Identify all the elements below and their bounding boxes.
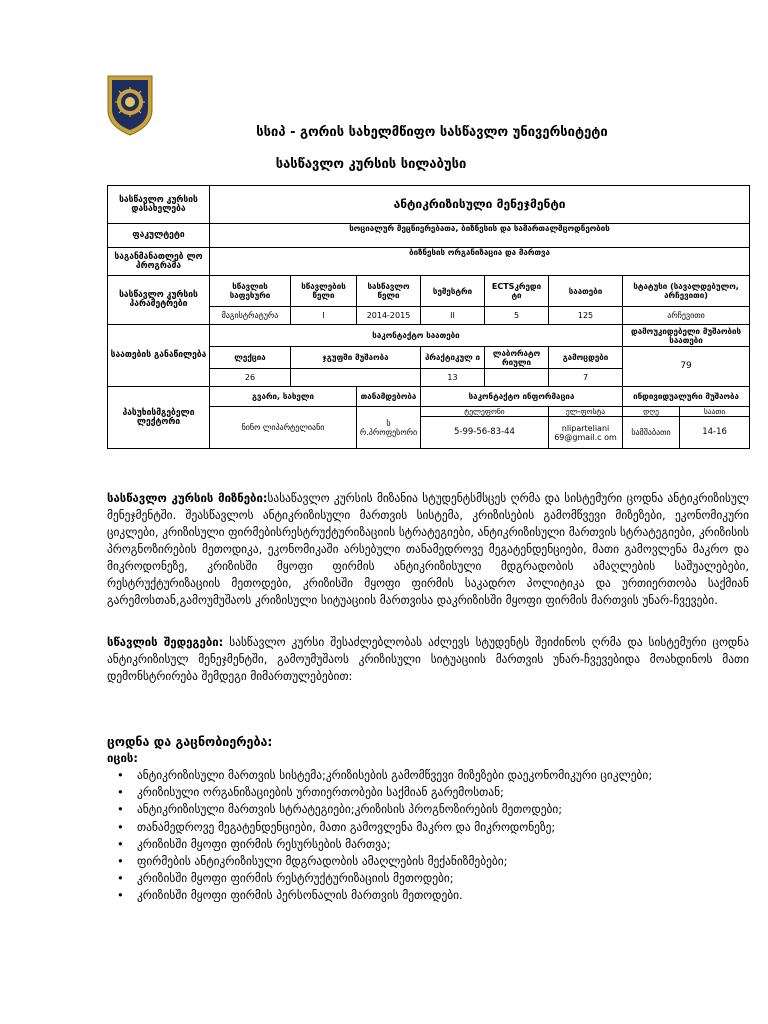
list-item: • კრიზისული ორგანიზაციების ურთიერთობები საქმიან გარემოსთან;: [107, 784, 749, 801]
independent-hours-label: დამოუკიდებელი მუშაობის საათები: [623, 325, 750, 347]
list-item: • კრიზისში მყოფი ფირმის რესტრუქტურიზაციის მეთოდები;: [107, 870, 749, 887]
course-goals: [107, 490, 749, 609]
hours-value: 13: [421, 369, 485, 387]
hours-header: ლექცია: [210, 347, 291, 369]
learning-outcomes-text: სასწავლო კურსი შესაძლებლობას აძლევს სტუდენტს შეიძინოს ღრმა და სისტემური ცოდნა ანტიკრიზისულ მენეჯმენტში, გამოუმუშაოს კრიზისული სიტუაციის მართვის უნარ-ჩვევებიდა მოახდინოს მათი დემონსტრირება შემდეგი მიმართულებებით:: [107, 635, 749, 683]
bullet-icon: •: [117, 871, 124, 886]
hours-header: ჯგუფში მუშაობა: [291, 347, 421, 369]
knowledge-heading: ცოდნა და გაცნობიერება:: [107, 734, 273, 749]
lecturer-header-name: გვარი, სახელი: [210, 387, 357, 407]
contact-sub-time: საათი: [680, 407, 750, 417]
contact-hours-label: საკონტაქტო საათები: [210, 325, 623, 347]
bullet-icon: •: [117, 854, 124, 869]
param-header: სტატუსი (სავალდებულო, არჩევითი): [623, 276, 750, 307]
lecturer-header-contact: საკონტაქტო ინფორმაცია: [421, 387, 623, 407]
list-item: • ანტიკრიზისული მართვის სტრატეგიები;კრიზისის პროგნოზირების მეთოდები;: [107, 801, 749, 818]
hours-value: 7: [549, 369, 623, 387]
contact-sub-day: დღე: [623, 407, 680, 417]
independent-hours-value: 79: [623, 347, 750, 387]
hours-value: 26: [210, 369, 291, 387]
hours-header: პრაქტიკულ ი: [421, 347, 485, 369]
bullet-icon: •: [117, 785, 124, 800]
hours-value: [291, 369, 421, 387]
bullet-icon: •: [117, 888, 124, 903]
list-item: • ფირმების ანტიკრიზისული მდგრადობის ამაღლების მექანიზმებები;: [107, 853, 749, 870]
faculty-value: სოციალურ მეცნიერებათა, ბიზნესის და სამართალმცოდნეობის: [210, 224, 750, 248]
param-header: სწავლის საფეხური: [210, 276, 291, 307]
lecturer-header-position: თანამდებობა: [357, 387, 421, 407]
params-label: სასწავლო კურსის პარამეტრები: [108, 276, 210, 325]
param-value: მაგისტრატურა: [210, 307, 291, 325]
course-goals-text: სასაწავლო კურსის მიზანია სტუდენტსმსცეს ღრმა და სისტემური ცოდნა ანტიკრიზისულ მენეჯმენტში. შეასწავლოს ანტიკრიზისული მართვის სისტემა, კრიზისების გამომწვევი მიზეზები, ეკონომიკური ციკლები, კრიზისული ფირმებისრესტრუქტურიზაციის სტრატეგიები, ანტიკრიზისული მართვის სტრატეგიები, კრიზისის პროგნოზირების მეთოდიკა, ეკონომიკაში არსებული თანამედროვე მეგატენდენციები, მათი გამოვლენა მაკრო და მიკროდონეზე, კრიზისში მყოფი ფირმის ანტიკრიზისული მდგრადობის ამაღლების საშუალებები, რესტრუქტურიზაციის მეთოდები, კრიზისში მყოფი ფირმის საკადრო პოლიტიკა და ურთიერთობა საქმიან გარემოსთან,გამოუმუშაოს კრიზისული სიტუაციის მართვისა დაკრიზისში მყოფი ფირმის მართვის უნარ-ჩვევები.: [107, 491, 749, 607]
hours-label: საათების განაწილება: [108, 325, 210, 387]
lecturer-position: ს რ.პროფესორი: [357, 407, 421, 449]
program-value: ბიზნესის ორგანიზაცია და მართვა: [210, 248, 750, 276]
lecturer-phone: 5-99-56-83-44: [421, 417, 549, 449]
lecturer-header-individual: ინდივიდუალური მუშაობა: [623, 387, 750, 407]
hours-header: ლაბორატო რიული: [485, 347, 549, 369]
learning-outcomes-label: სწავლის შედეგები:: [107, 635, 224, 649]
bullet-icon: •: [117, 768, 124, 782]
list-item: • ანტიკრიზისული მართვის სისტემა;კრიზისების გამომწვევი მიზეზები დაეკონომიკური ციკლები;: [107, 767, 749, 784]
param-header: საათები: [549, 276, 623, 307]
bullet-icon: •: [117, 802, 124, 817]
program-label: საგანმანათლებ ლო პროგრამა: [108, 248, 210, 276]
contact-sub-phone: ტელეფონი: [421, 407, 549, 417]
learning-outcomes: [107, 634, 749, 685]
lecturer-email: nliparteliani 69@gmail.c om: [549, 417, 623, 449]
param-header: სასწავლო წელი: [357, 276, 421, 307]
contact-sub-email: ელ-ფოსტა: [549, 407, 623, 417]
param-value: არჩევითი: [623, 307, 750, 325]
knows-label: იცის:: [107, 751, 138, 765]
param-value: I: [291, 307, 357, 325]
faculty-label: ფაკულტეტი: [108, 224, 210, 248]
consultation-time: 14-16: [680, 417, 750, 449]
syllabus-title: სასწავლო კურსის სილაბუსი: [275, 157, 467, 172]
list-item: • კრიზისში მყოფი ფირმის პერსონალის მართვის მეთოდები.: [107, 887, 749, 904]
lecturer-label: პასუხისმგებელი ლექტორი: [108, 387, 210, 449]
bullet-icon: •: [117, 836, 124, 851]
course-name-label: სასწავლო კურსის დასახელება: [108, 186, 210, 224]
param-value: II: [421, 307, 485, 325]
syllabus-table: [107, 185, 750, 449]
param-value: 125: [549, 307, 623, 325]
course-name: ანტიკრიზისული მენეჯმენტი: [210, 186, 750, 224]
param-value: 5: [485, 307, 549, 325]
list-item: • კრიზისში მყოფი ფირმის რესურსების მართვა;: [107, 836, 749, 853]
hours-header: გამოცდები: [549, 347, 623, 369]
param-header: სწავლების წელი: [291, 276, 357, 307]
course-goals-label: სასწავლო კურსის მიზნები:: [107, 491, 268, 505]
list-item: • თანამედროვე მეგატენდენციები, მათი გამოვლენა მაკრო და მიკროდონეზე;: [107, 819, 749, 836]
param-header: ECTSკრედი ტი: [485, 276, 549, 307]
university-title: სსიპ - გორის სახელმწიფო სასწავლო უნივერსიტეტი: [256, 125, 608, 140]
param-value: 2014-2015: [357, 307, 421, 325]
lecturer-name: ნინო ლიპარტელიანი: [210, 407, 357, 449]
hours-value: [485, 369, 549, 387]
bullet-icon: •: [117, 819, 124, 834]
consultation-day: სამშაბათი: [623, 417, 680, 449]
knowledge-list: [107, 767, 749, 905]
param-header: სემესტრი: [421, 276, 485, 307]
